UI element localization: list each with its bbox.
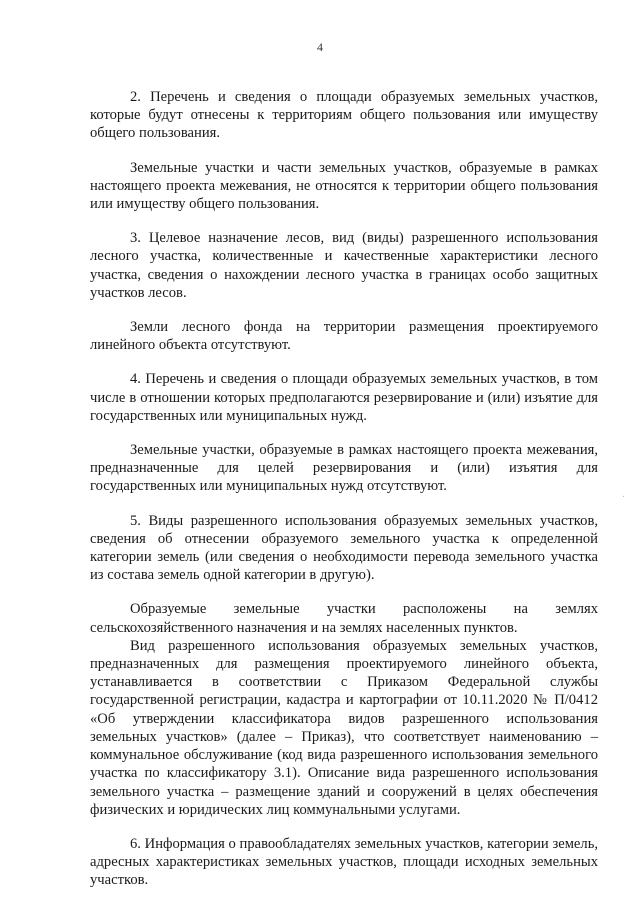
paragraph-section-6-heading: 6. Информация о правообладателях земельных участков, категории земель, адресных характеристиках земельных участков, площади исходных земельных участков. — [90, 835, 598, 889]
paragraph-section-5-body: Образуемые земельные участки расположены на землях сельскохозяйственного назначения и на землях населенных пунктов. — [90, 601, 598, 636]
paragraph-section-4-body: Земельные участки, образуемые в рамках настоящего проекта межевания, предназначенные для целей резервирования и (или) изъятия для государственных или муниципальных нужд отсутствуют. — [90, 442, 598, 495]
paragraph-section-4-heading: 4. Перечень и сведения о площади образуемых земельных участков, в том числе в отношении которых предполагаются резервирование и (или) изъятие для государственных или муниципальных нужд. — [90, 371, 598, 424]
paragraph-section-3-body: Земли лесного фонда на территории размещения проектируемого линейного объекта отсутствуют. — [90, 319, 598, 354]
paragraph-section-5-details: Вид разрешенного использования образуемых земельных участков, предназначенных для размещения проектируемого линейного объекта, устанавливается в соответствии с Приказом Федеральной службы государственной регистрации, кадастра и картографии от 10.11.2020 № П/0412 «Об утверждении классификатора видов разрешенного использования земельных участков» (далее – Приказ), что соответствует наименованию – коммунальное обслуживание (код вида разрешенного использования земельного участка по классификатору 3.1). Описание вида разрешенного использования земельного участка – размещение зданий и сооружений в целях обеспечения физических и юридических лиц коммунальными услугами. — [90, 637, 598, 818]
paragraph-section-3-heading: 3. Целевое назначение лесов, вид (виды) разрешенного использования лесного участка, количественные и качественные характеристики лесного участка, сведения о нахождении лесного участка в границах особо защитных участков лесов. — [90, 230, 598, 301]
paragraph-section-2-heading: 2. Перечень и сведения о площади образуемых земельных участков, которые будут отнесены к территориям общего пользования или имуществу общего пользования. — [90, 89, 598, 142]
paragraph-section-5-heading: 5. Виды разрешенного использования образуемых земельных участков, сведения об отнесении образуемого земельного участка к определенной категории земель (или сведения о необходимости перевода земельного участка из состава земель одной категории в другую). — [90, 512, 598, 584]
margin-mark: · — [622, 492, 626, 503]
document-body — [90, 88, 598, 906]
page-number: 4 — [317, 40, 323, 54]
paragraph-section-2-body: Земельные участки и части земельных участков, образуемые в рамках настоящего проекта межевания, не относятся к территории общего пользования или имуществу общего пользования. — [90, 159, 598, 213]
